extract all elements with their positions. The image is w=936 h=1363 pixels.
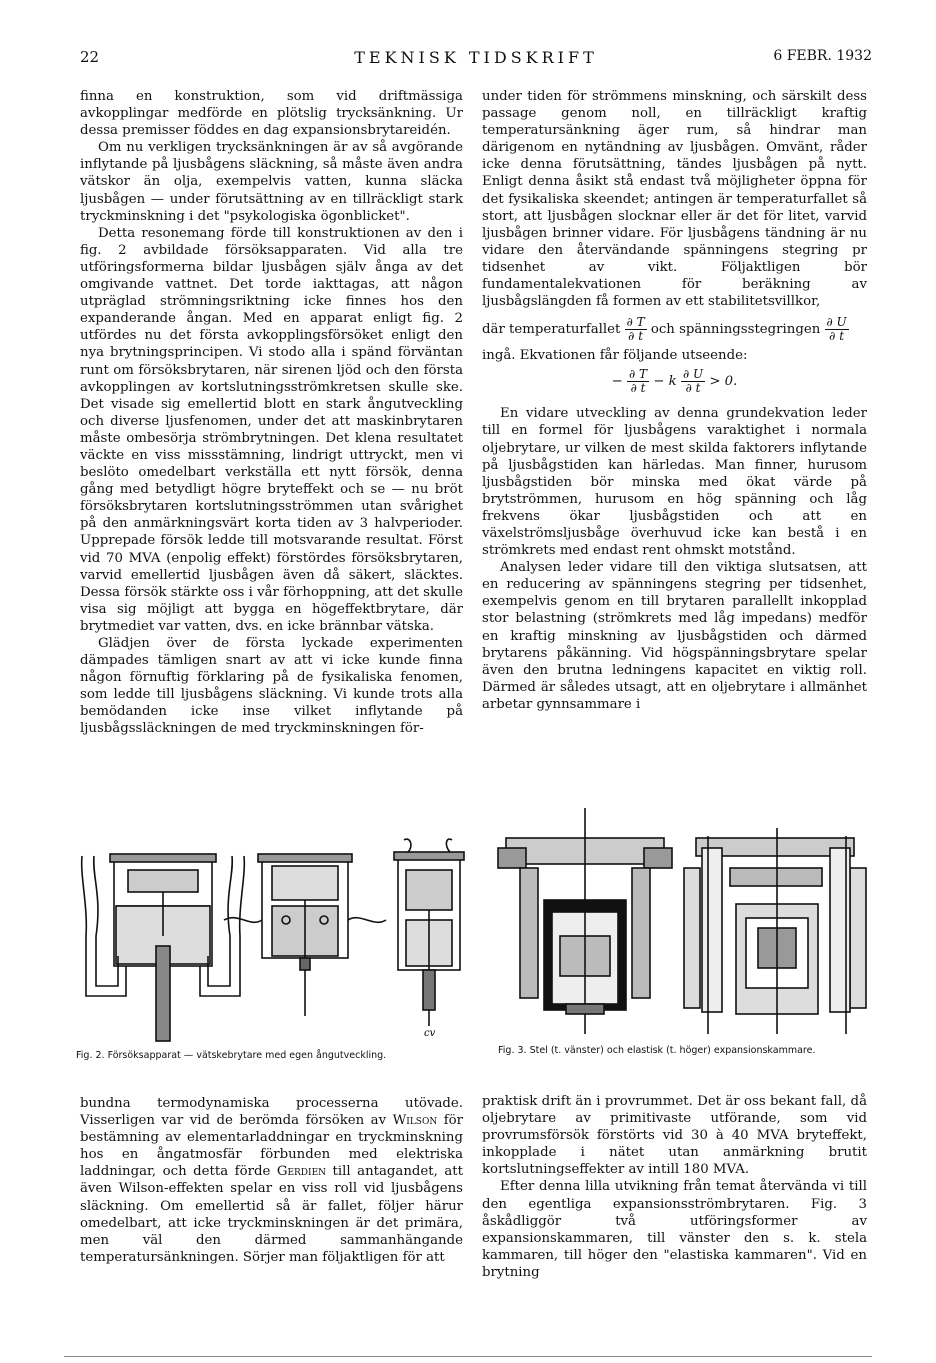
denominator: ∂ t — [630, 381, 646, 396]
fraction-dT-dt — [625, 316, 647, 343]
denominator: ∂ t — [685, 381, 701, 396]
figure-3 — [496, 808, 870, 1040]
equation-intro-text: och spänningsstegringen — [650, 322, 821, 338]
fraction-dU-dt — [681, 368, 705, 395]
right-column-top — [482, 88, 867, 713]
eq-gt-zero: > 0. — [709, 374, 738, 390]
person-name: Gerdien — [276, 1164, 327, 1180]
fraction-dT-dt — [627, 368, 649, 395]
paragraph: under tiden för strömmens minskning, och särskilt dess passage genom noll, en tillräckligt kraftig temperatursänkning äger rum, så hindrar man därigenom en nytändning av ljusbågen. Omvänt, råder icke denna förutsättning, tändes ljusbågen på nytt. Enligt denna åsikt stå endast två möjligheter öppna för det fysikaliska skeendet; antingen är temperaturfallet så stort, att ljusbågen slocknar eller är det för litet, varvid ljusbågen brinner vidare. För ljusbågens tändning är nu vidare den återvändande spänningens stegring pr tidsenhet av vikt. Följaktligen bör fundamentalekvationen för beräkning av ljusbågslängden få formen av ett stabilitetsvillkor, — [482, 89, 867, 310]
numerator: ∂ U — [682, 367, 704, 382]
left-column-bottom — [80, 1095, 463, 1266]
page-bottom-rule — [64, 1356, 872, 1357]
fraction-dU-dt — [825, 316, 849, 343]
eq-minus-k: − k — [653, 374, 677, 390]
figure-2-caption: Fig. 2. Försöksapparat — vätskebrytare med egen ångutveckling. — [76, 1050, 387, 1061]
left-column-top — [80, 88, 463, 738]
figure-2 — [74, 836, 470, 1046]
paragraph — [80, 1095, 463, 1266]
figure-3-caption: Fig. 3. Stel (t. vänster) och elastisk (t. höger) expansionskammare. — [498, 1045, 816, 1056]
paragraph: Glädjen över de första lyckade experimenten dämpades tämligen snart av att vi icke kunde finna någon förnuftig förklaring på de fysikaliska fenomen, som ledde till ljusbågens släckning. Vi kunde trots alla bemödanden icke inse vilket inflytande på ljusbågssläckningen de med tryckminskningen för- — [80, 636, 463, 737]
denominator: ∂ t — [829, 329, 845, 344]
numerator: ∂ T — [629, 367, 648, 382]
numerator: ∂ T — [626, 315, 645, 330]
paragraph-text: bundna termodynamiska processerna utövade. Visserligen var vid de berömda försöken av — [80, 1096, 463, 1129]
paragraph: Detta resonemang förde till konstruktionen av den i fig. 2 avbildade försöksapparaten. Vid alla tre utföringsformerna bildar ljusbågen själv ånga av det omgivande vattnet. Det torde iakttagas, att någon utpräglad strömningsriktning icke finnes hos den expanderande ångan. Med en apparat enligt fig. 2 utfördes nu det första avkopplingsförsöket enligt den nya brytningsprincipen. Vi stodo alla i spänd förväntan runt om försöksbrytaren, när sirenen ljöd och den första avkopplingen av kortslutningsströmkretsen skulle ske. Det visade sig emellertid blott en stark ångutveckling och diverse ljusfenomen, under det att maskinbrytaren måste ombesörja strömbrytningen. Det klena resultatet väckte en viss missstämning, lindrigt uttryckt, men vi beslöto omedelbart verkställa ett nytt försök, denna gång med betydligt högre bryteffekt och se — nu bröt försöksbrytaren kortslutningsströmmen utan svårighet på den anmärkningsvärt korta tiden av 3 halvperioder. Upprepade försök ledde till motsvarande resultat. Först vid 70 MVA (enpolig effekt) förstördes försöksbrytaren, varvid emellertid ljusbågen även då säkert, släcktes. Dessa försök stärkte oss i vår förhoppning, att det skulle visa sig möjligt att bygga en högeffektbrytare, där brytmediet var vatten, dvs. en icke brännbar vätska. — [80, 225, 463, 634]
paragraph: En vidare utveckling av denna grundekvation leder till en formel för ljusbågens varaktighet i normala oljebrytare, ur vilken de mest skilda faktorers inflytande på ljusbågstiden kan härledas. Man finner, hurusom ljusbågstiden bör minska med ökat värde på brytströmmen, hurusom en hög spänning och låg frekvens ökar ljusbågstiden och att en växelströmsljusbåge överhuvud icke kan bestå i en strömkrets med endast rent ohmskt motstånd. — [482, 406, 867, 559]
paragraph-text: till antagandet, att även Wilson-effekten spelar en viss roll vid ljusbågens släckning. Om emellertid så är fallet, följer härur omedelbart, att icke tryckminskningen är det primära, men väl den därmed sammanhängande temperatursänkningen. Sörjer man följaktligen för att — [80, 1164, 463, 1265]
issue-date: 6 FEBR. 1932 — [773, 48, 872, 64]
figure-2-mark: cv — [424, 1028, 436, 1039]
page-number: 22 — [80, 48, 100, 66]
stability-equation — [482, 368, 867, 395]
paragraph: Analysen leder vidare till den viktiga slutsatsen, att en reducering av spänningens stegring per tidsenhet, exempelvis genom en till brytaren parallellt inkopplad stor belastning (strömkrets med låg impedans) medför en kraftig minskning av ljusbågstiden och därmed brytarens påkänning. Vid högspänningsbrytare spelar även den brutna ledningens kapacitet en viktig roll. Därmed är således utsagt, att en oljebrytare i allmänhet arbetar gynnsammare i — [482, 560, 867, 712]
journal-title: TEKNISK TIDSKRIFT — [354, 48, 598, 67]
paragraph: praktisk drift än i provrummet. Det är oss bekant fall, då oljebrytare av primitivaste utförande, som vid provrumsförsök förstörts vid 30 à 40 MVA bryteffekt, inkopplade i nätet utan anmärkning brutit kortslutningseffekter av intill 180 MVA. — [482, 1094, 867, 1178]
figure-3-drawing — [496, 808, 870, 1040]
equation-intro — [482, 316, 867, 343]
paragraph: finna en konstruktion, som vid driftmässiga avkopplingar medförde en plötslig trycksänkning. Ur dessa premisser föddes en dag expansionsbrytareidén. — [80, 89, 463, 139]
numerator: ∂ U — [826, 315, 847, 330]
paragraph: Om nu verkligen trycksänkningen är av så avgörande inflytande på ljusbågens släckning, så måste även andra vätskor än olja, exempelvis vatten, kunna släcka ljusbågen — under förutsättning av en tillräckligt stark tryckminskning i det "psykologiska ögonblicket". — [80, 140, 463, 224]
paragraph-text: för bestämning av elementarladdningar en tryckminskning hos en ångatmosfär förbunden med elektriska laddningar, och detta förde — [80, 1113, 463, 1180]
right-column-bottom — [482, 1093, 867, 1281]
denominator: ∂ t — [628, 329, 644, 344]
equation-intro-text: där temperaturfallet — [482, 322, 621, 338]
equation-intro-end: ingå. Ekvationen får följande utseende: — [482, 348, 748, 364]
person-name: Wilson — [392, 1113, 438, 1129]
eq-minus: − — [611, 374, 623, 390]
page-header — [80, 48, 872, 72]
paragraph: Efter denna lilla utvikning från temat återvända vi till den egentliga expansionsströmbrytaren. Fig. 3 åskådliggör två utföringsformer av expansionskammaren, till vänster den s. k. stela kammaren, till höger den "elastiska kammaren". Vid en brytning — [482, 1179, 867, 1280]
figure-2-drawing — [74, 836, 470, 1046]
